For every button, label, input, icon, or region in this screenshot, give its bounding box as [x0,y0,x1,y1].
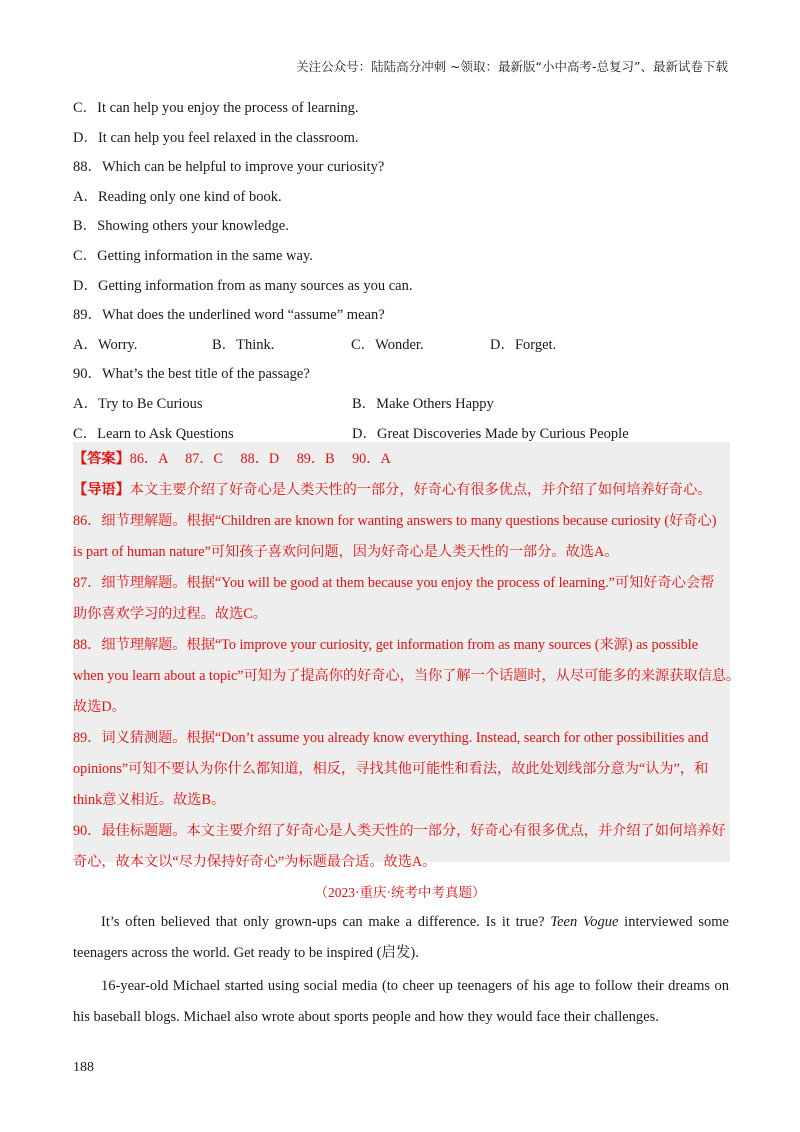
answer-guide-text: 本文主要介绍了好奇心是人类天性的一部分，好奇心有很多优点，并介绍了如何培养好奇心。 [129,481,712,498]
explanation-90-line2: 奇心，故本文以“尽力保持好奇心”为标题最合适。故选A。 [73,853,437,870]
question-88: 88．Which can be helpful to improve your curiosity? [73,159,385,176]
answer-key-label: 【答案】 [73,450,130,467]
answer-guide [73,475,730,506]
option-88-d: D．Getting information from as many sources as you can. [73,277,413,294]
option-89-b: B．Think. [212,336,275,353]
options-90-cd [73,424,729,442]
explanation-87-line1: 87．细节理解题。根据“You will be good at them because you enjoy the process of learning.”可知好奇心会帮 [73,574,715,591]
page-header: 关注公众号：陆陆高分冲刺 ~领取：最新版“小中高考-总复习”、最新试卷下载 [296,59,728,74]
option-89-a: A．Worry. [73,336,138,353]
answer-key [73,444,730,475]
passage-paragraph-2: 16-year-old Michael started using social media (to cheer up teenagers of his age to follow their dreams on his baseball blogs. Michael also wrote about sports people and how they would face their challenges. [73,978,729,1025]
options-89 [73,335,729,365]
option-87-d: D．It can help you feel relaxed in the classroom. [73,129,359,146]
option-89-d: D．Forget. [490,336,557,353]
question-90: 90．What’s the best title of the passage? [73,366,310,383]
explanation-90-line1: 90．最佳标题题。本文主要介绍了好奇心是人类天性的一部分，好奇心有很多优点，并介绍了如何培养好 [73,822,726,839]
passage-p1-end: interviewed some teenagers across the world. Get ready to be inspired (启发). [73,914,729,961]
question-block [73,98,741,870]
option-88-a: A．Reading only one kind of book. [73,188,282,205]
explanation-87-line2: 助你喜欢学习的过程。故选C。 [73,605,267,622]
explanation-89-line3: think意义相近。故选B。 [73,791,226,808]
answer-key-values: 86．A 87．C 88．D 89．B 90．A [129,450,391,467]
answer-section [73,442,741,870]
option-90-b: B．Make Others Happy [352,395,494,412]
magazine-title: Teen Vogue [550,914,619,930]
explanation-86-line2: is part of human nature”可知孩子喜欢问问题，因为好奇心是人类天性的一部分。故选A。 [73,543,619,560]
explanation-88-line3: 故选D。 [73,698,126,715]
question-89: 89．What does the underlined word “assume” mean? [73,307,385,324]
option-88-b: B．Showing others your knowledge. [73,218,289,235]
explanation-86-line1: 86．细节理解题。根据“Children are known for wanting answers to many questions because curiosity (好奇心) [73,512,717,529]
passage-paragraph-1 [73,907,729,969]
option-89-c: C．Wonder. [351,336,424,353]
explanation-88-line1: 88．细节理解题。根据“To improve your curiosity, get information from as many sources (来源) as possible [73,636,698,653]
option-90-a: A．Try to Be Curious [73,395,203,412]
page-number: 188 [73,1060,94,1075]
option-87-c: C．It can help you enjoy the process of learning. [73,100,359,116]
explanation-88-line2: when you learn about a topic”可知为了提高你的好奇心，当你了解一个话题时，从尽可能多的来源获取信息。 [73,667,741,684]
option-88-c: C．Getting information in the same way. [73,247,313,264]
passage-p1-start: It’s often believed that only grown-ups can make a difference. Is it true? [101,914,551,930]
options-90-ab [73,394,729,424]
answer-guide-label: 【导语】 [73,481,130,498]
reading-passage [73,907,729,1035]
option-90-d: D．Great Discoveries Made by Curious People [352,425,629,442]
explanation-89-line1: 89．词义猜测题。根据“Don’t assume you already know everything. Instead, search for other possibilities and [73,729,709,746]
option-90-c: C．Learn to Ask Questions [73,425,234,442]
explanation-89-line2: opinions”可知不要认为你什么都知道，相反，寻找其他可能性和看法，故此处划线部分意为“认为”，和 [73,760,709,777]
passage-source: （2023·重庆·统考中考真题） [314,885,486,900]
